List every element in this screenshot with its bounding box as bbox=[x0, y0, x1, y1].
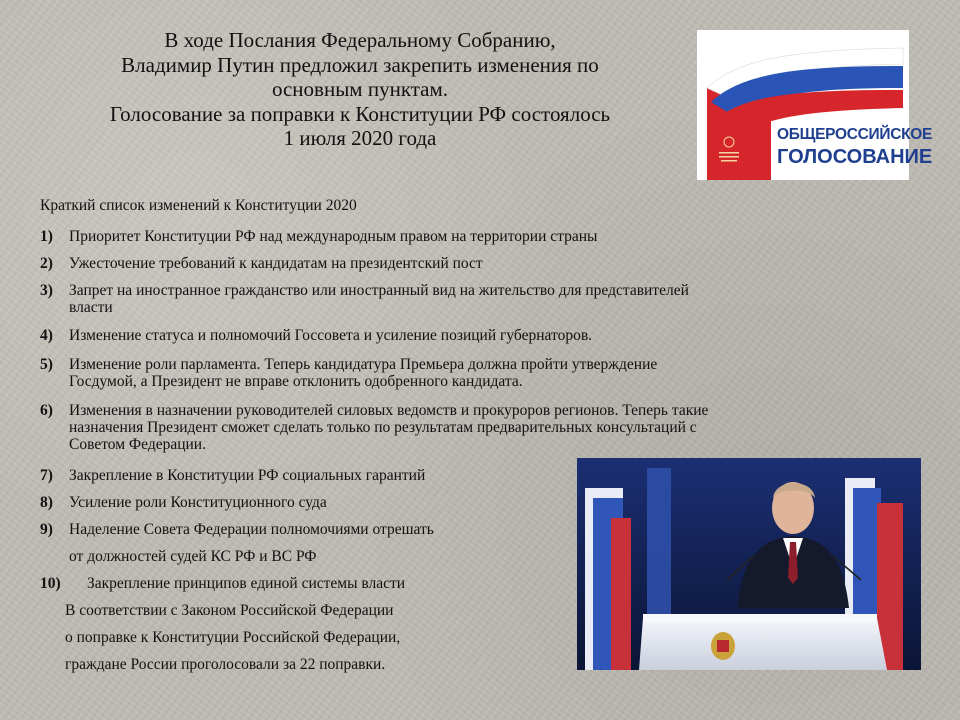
item-text: Закрепление принципов единой системы власти bbox=[87, 575, 406, 592]
logo-text-line-1: ОБЩЕРОССИЙСКОЕ bbox=[777, 126, 933, 143]
item-text: Закрепление в Конституции РФ социальных гарантий bbox=[69, 467, 426, 484]
voting-logo bbox=[697, 30, 933, 180]
slide-title bbox=[40, 28, 680, 151]
item-text: Изменение роли парламента. Теперь кандидатура Премьера должна пройти утверждение bbox=[69, 356, 658, 373]
item-number: 9) bbox=[40, 521, 53, 538]
closing-text-line: граждане России проголосовали за 22 поправки. bbox=[65, 656, 386, 673]
logo-text-line-2: ГОЛОСОВАНИЕ bbox=[777, 146, 933, 168]
item-number: 8) bbox=[40, 494, 53, 511]
item-number: 2) bbox=[40, 255, 53, 272]
item-number: 6) bbox=[40, 402, 53, 419]
item-text: Госдумой, а Президент не вправе отклонить одобренного кандидата. bbox=[69, 373, 523, 390]
president-photo bbox=[577, 458, 921, 670]
title-line: Голосование за поправки к Конституции РФ состоялось bbox=[109, 101, 611, 126]
item-text: Усиление роли Конституционного суда bbox=[69, 494, 327, 511]
item-text: Изменение статуса и полномочий Госсовета и усиление позиций губернаторов. bbox=[69, 327, 593, 344]
title-line: Владимир Путин предложил закрепить изменения по bbox=[121, 52, 599, 77]
item-number: 1) bbox=[40, 228, 53, 245]
item-text: власти bbox=[69, 299, 113, 316]
item-text: Наделение Совета Федерации полномочиями отрешать bbox=[69, 521, 434, 538]
item-number: 4) bbox=[40, 327, 53, 344]
item-number: 7) bbox=[40, 467, 53, 484]
item-text: назначения Президент сможет сделать только по результатам предварительных консультаций с bbox=[69, 419, 697, 436]
list-intro: Краткий список изменений к Конституции 2020 bbox=[40, 197, 357, 214]
title-line: основным пунктам. bbox=[271, 77, 449, 101]
closing-text-line: В соответствии с Законом Российской Федерации bbox=[65, 602, 394, 619]
item-text: Ужесточение требований к кандидатам на президентский пост bbox=[69, 255, 483, 272]
closing-text-line: о поправке к Конституции Российской Федерации, bbox=[65, 629, 401, 646]
item-text: Запрет на иностранное гражданство или иностранный вид на жительство для представителей bbox=[69, 282, 689, 299]
item-number: 3) bbox=[40, 282, 53, 299]
item-text: Приоритет Конституции РФ над международным правом на территории страны bbox=[69, 228, 598, 245]
item-number: 5) bbox=[40, 356, 53, 373]
title-line: 1 июля 2020 года bbox=[283, 126, 437, 150]
item-number: 10) bbox=[40, 575, 61, 592]
item-text: Советом Федерации. bbox=[69, 436, 206, 453]
speaker-at-podium-image bbox=[577, 458, 921, 670]
item-text: от должностей судей КС РФ и ВС РФ bbox=[69, 548, 317, 565]
title-line: В ходе Послания Федеральному Собранию, bbox=[164, 28, 556, 52]
item-text: Изменения в назначении руководителей силовых ведомств и прокуроров регионов. Теперь такие bbox=[69, 402, 709, 419]
